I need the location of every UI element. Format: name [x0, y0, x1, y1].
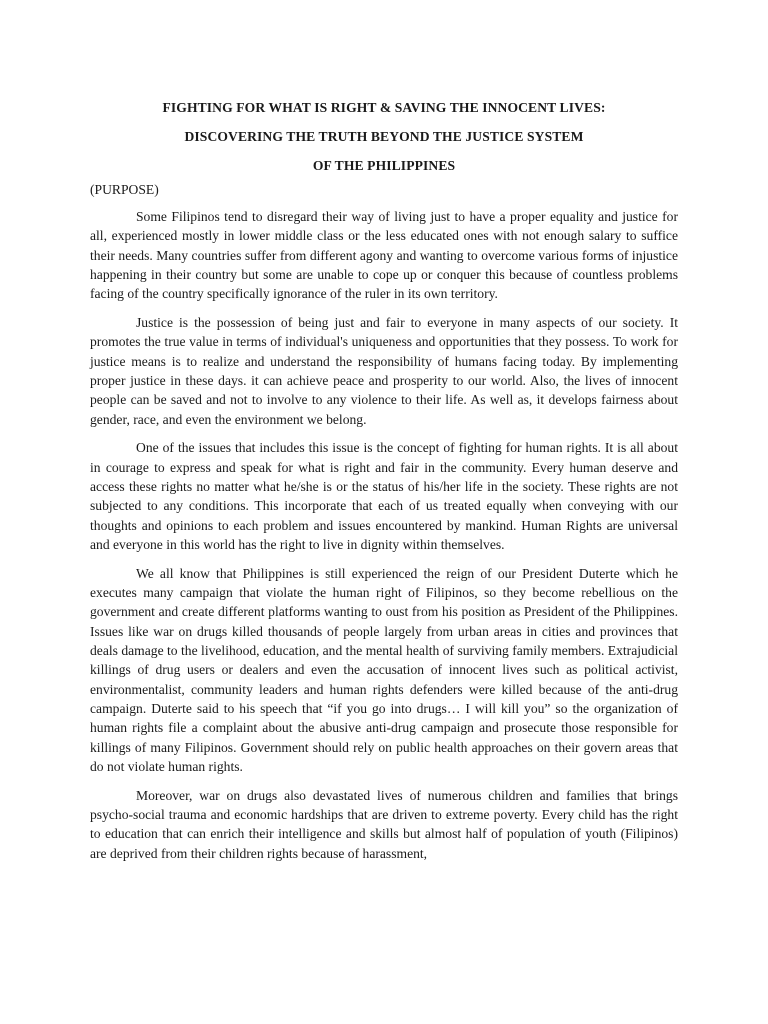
paragraph: Justice is the possession of being just and fair to everyone in many aspects of our society. It promotes the true value in terms of individual's uniqueness and opportunities that they possess. To work for justice means is to realize and understand the responsibility of humans facing today. By implementing proper justice in these days. it can achieve peace and prosperity to our world. Also, the lives of innocent people can be saved and not to involve to any violence to their life. As well as, it develops fairness about gender, race, and even the environment we belong.	[90, 315, 678, 427]
title-line: DISCOVERING THE TRUTH BEYOND THE JUSTICE SYSTEM	[184, 129, 584, 144]
paragraph: Moreover, war on drugs also devastated lives of numerous children and families that brings psycho-social trauma and economic hardships that are driven to extreme poverty. Every child has the right to education that can enrich their intelligence and skills but almost half of population of youth (Filipinos) are deprived from their children rights because of harassment,	[90, 787, 678, 861]
paragraph: We all know that Philippines is still experienced the reign of our President Duterte which he executes many campaign that violate the human right of Filipinos, so they become rebellious on the government and create different platforms wanting to oust from his position as President of the Philippines. Issues like war on drugs killed thousands of people largely from urban areas in cities and provinces that deals damage to the livelihood, education, and the mental health of surviving family members. Extrajudicial killings of drug users or dealers and even the accusation of innocent lives such as political activist, environmentalist, community leaders and human rights defenders were killed because of the anti-drug campaign. Duterte said to his speech that “if you go into drugs… I will kill you” so the organization of human rights file a complaint about the abusive anti-drug campaign and prosecute those responsible for killings of many Filipinos. Government should rely on public health approaches on their govern areas that do not violate human rights.	[90, 565, 678, 774]
document-body	[90, 207, 678, 872]
document-title	[0, 93, 768, 180]
section-label: (PURPOSE)	[90, 182, 159, 197]
paragraph: One of the issues that includes this issue is the concept of fighting for human rights. It is all about in courage to express and speak for what is right and fair in the community. Every human deserve and access these rights no matter what he/she is or the status of his/her life in the society. These rights are not subjected to any conditions. This incorporate that each of us treated equally when conveying with our thoughts and opinions to each problem and issues encountered by mankind. Human Rights are universal and everyone in this world has the right to live in dignity within themselves.	[90, 440, 678, 552]
paragraph: Some Filipinos tend to disregard their way of living just to have a proper equality and justice for all, experienced mostly in lower middle class or the less educated ones with not enough salary to suffice their needs. Many countries suffer from different agony and wanting to overcome various forms of injustice happening in their country but some are unable to cope up or conquer this because of countless problems facing of the country specifically ignorance of the ruler in its own territory.	[90, 209, 678, 302]
title-line: FIGHTING FOR WHAT IS RIGHT & SAVING THE INNOCENT LIVES:	[162, 100, 606, 115]
title-line: OF THE PHILIPPINES	[312, 158, 456, 173]
